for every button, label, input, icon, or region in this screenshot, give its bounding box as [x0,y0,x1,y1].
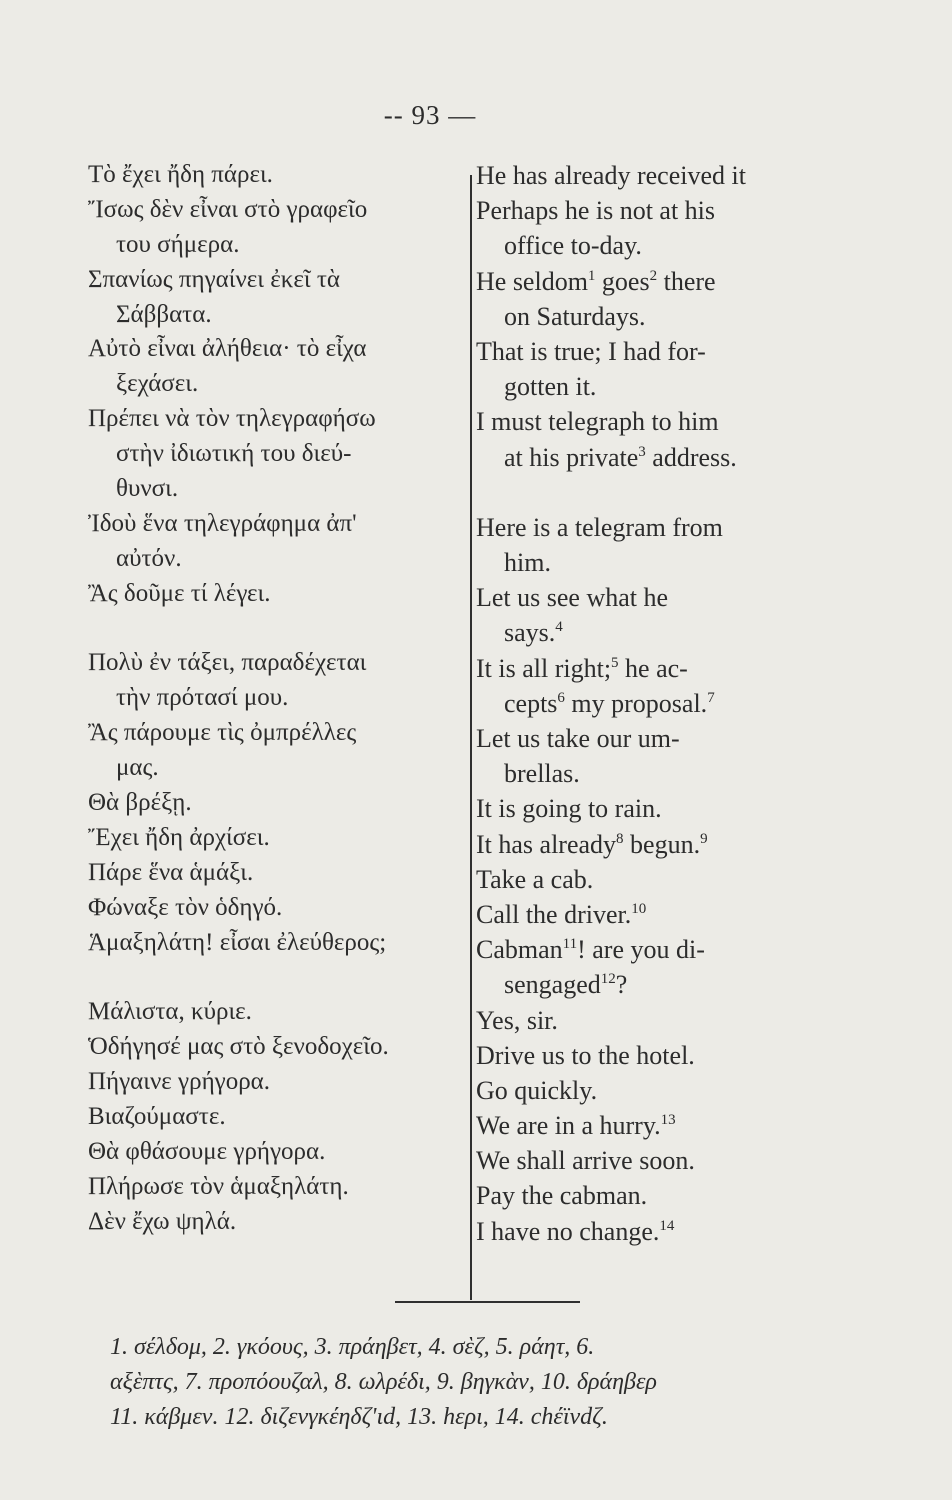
footnote-ref: 12 [600,971,616,988]
line-text: Ἰδοὺ ἕνα τηλεγράφημα ἀπ' [88,509,357,537]
line-text: Ὁδήγησέ μας στὸ ξενοδοχεῖο. [88,1033,389,1061]
footnote-rule [395,1301,580,1303]
line-text: We are in a hurry. [476,1111,661,1141]
greek-line [88,332,460,367]
greek-line [88,1205,460,1240]
line-text: στὴν ἰδιωτική του διεύ- [116,440,352,468]
line-text: It is all right; [476,653,612,683]
line-text: Θὰ φθάσουμε γρήγορα. [88,1137,326,1165]
greek-line [88,681,460,716]
english-line [476,651,806,686]
english-line [476,158,806,193]
english-line [476,1178,806,1213]
greek-line [88,1100,460,1135]
greek-line [88,577,460,612]
english-line [476,827,806,862]
english-line [476,299,806,334]
english-line [476,615,806,650]
english-line [476,721,806,756]
column-divider [470,175,472,1300]
line-text: That is true; I had for- [476,336,706,366]
footnote-ref: 2 [649,267,658,284]
english-line [476,545,806,580]
greek-line [88,891,460,926]
footnote-ref: 1 [587,267,596,284]
line-text: Ἔχει ἤδη ἀρχίσει. [88,823,270,851]
greek-line [88,437,460,472]
line-text: goes [595,266,650,296]
line-text: It has already [476,829,617,859]
greek-line [88,1135,460,1170]
footnote-ref: 9 [700,830,708,847]
footnote-ref: 3 [638,443,646,460]
english-line [476,967,806,1002]
line-text: Σάββατα. [116,300,212,328]
greek-line [88,612,460,647]
greek-line [88,960,460,995]
line-text: Perhaps he is not at his [476,196,716,226]
line-text: Ἴσως δὲν εἶναι στὸ γραφεῖο [88,195,368,223]
line-text: Βιαζούμαστε. [88,1103,226,1131]
line-text: ? [615,970,628,1000]
english-line [476,932,806,967]
line-text: Here is a telegram from [476,512,723,542]
english-line [476,897,806,932]
greek-line [88,367,460,402]
footnote-ref: 5 [611,654,619,671]
line-text: Θὰ βρέξῃ. [88,789,192,817]
greek-line [88,926,460,961]
line-text: Αὐτὸ εἶναι ἀλήθεια· τὸ εἶχα [88,335,367,363]
line-text: Ἂς δοῦμε τί λέγει. [88,579,271,607]
english-line [476,510,806,545]
line-text: τὴν πρότασί μου. [116,684,289,712]
line-text: He has already received it [476,161,746,190]
footnote-ref: 11 [562,936,578,953]
line-text: office to-day. [504,231,642,261]
footnote-ref: 13 [660,1112,676,1129]
greek-line [88,542,460,577]
greek-line [88,716,460,751]
greek-line [88,507,460,542]
line-text: του σήμερα. [116,230,240,258]
line-text: him. [504,548,551,578]
line-text: there [657,266,716,296]
english-line [476,264,806,299]
greek-line [88,298,460,333]
greek-line [88,1170,460,1205]
line-text: at his private [504,442,639,472]
line-text: Cabman [476,935,563,965]
line-text: Go quickly. [476,1075,598,1105]
english-line [476,369,806,404]
line-text: We shall arrive soon. [476,1146,695,1176]
footnotes [110,1330,830,1435]
line-text: sengaged [504,970,601,1000]
line-text: brellas. [504,759,580,789]
english-line [476,475,806,510]
greek-line [88,263,460,298]
line-text: I must telegraph to him [476,407,719,437]
english-column [476,158,806,1249]
line-text: Πολὺ ἐν τάξει, παραδέχεται [88,649,367,677]
line-text: μας. [116,754,159,782]
line-text: ! are you di- [577,935,705,965]
english-line [476,580,806,615]
line-text: address. [645,442,737,472]
english-line [476,1003,806,1038]
line-text: Ἂς πάρουμε τὶς ὀμπρέλλες [88,719,357,747]
greek-line [88,1065,460,1100]
greek-line [88,821,460,856]
line-text: ξεχάσει. [116,370,199,398]
greek-line [88,786,460,821]
english-line [476,1038,806,1073]
footnote-ref: 6 [557,689,565,706]
page-number: -- 93 — [383,100,477,130]
footnote-line: 1. σέλδομ, 2. γκόους, 3. πράηβετ, 4. σὲζ, 5. ράητ, 6. [110,1334,595,1360]
english-line [476,862,806,897]
english-line [476,334,806,369]
line-text: says. [504,618,556,648]
line-text: Take a cab. [476,864,594,894]
line-text: Δὲν ἔχω ψηλά. [88,1207,237,1235]
footnote-ref: 10 [631,900,647,917]
footnote-ref: 7 [707,689,715,706]
english-line [476,1073,806,1108]
english-line [476,686,806,721]
line-text: It is going to rain. [476,794,662,824]
line-text: gotten it. [504,372,597,402]
footnote-ref: 8 [616,830,624,847]
greek-line [88,228,460,263]
line-text: He seldom [476,266,588,296]
line-text: cepts [504,688,558,718]
line-text: on Saturdays. [504,301,646,331]
line-text: Ἁμαξηλάτη! εἶσαι ἐλεύθερος; [88,928,387,956]
line-text: αὐτόν. [116,544,182,572]
line-text: Πάρε ἕνα ἁμάξι. [88,858,254,886]
line-text: Σπανίως πηγαίνει ἐκεῖ τὰ [88,265,340,293]
line-text: my proposal. [564,688,708,718]
line-text: Pay the cabman. [476,1181,648,1211]
greek-line [88,646,460,681]
footnote-line: 11. κάβμεν. 12. διζενγκέηδζ'ιd, 13. hερι, 14. chέϊνdζ. [110,1404,608,1430]
english-line [476,756,806,791]
line-text: Πλήρωσε τὸν ἁμαξηλάτη. [88,1172,349,1200]
greek-line [88,995,460,1030]
english-line [476,1143,806,1178]
line-text: I have no change. [476,1216,660,1246]
line-text: Μάλιστα, κύριε. [88,998,252,1026]
line-text: θυνσι. [116,475,179,503]
line-text: Call the driver. [476,899,632,929]
footnote-ref: 14 [659,1217,675,1234]
english-line [476,440,806,475]
english-line [476,228,806,263]
greek-line [88,193,460,228]
line-text: Yes, sir. [476,1005,558,1035]
greek-column [88,158,460,1240]
line-text: he ac- [618,653,688,683]
line-text: Πρέπει νὰ τὸν τηλεγραφήσω [88,405,376,433]
greek-line [88,751,460,786]
line-text: Drive us to the hotel. [476,1040,695,1070]
line-text: begun. [623,829,701,859]
english-line [476,1214,806,1249]
line-text: Πήγαινε γρήγορα. [88,1068,271,1096]
greek-line [88,856,460,891]
greek-line [88,158,460,193]
footnote-ref: 4 [555,619,563,636]
line-text: Φώναξε τὸν ὁδηγό. [88,893,283,921]
footnote-line: αξὲπτς, 7. προπόουζαλ, 8. ωλρέδι, 9. βηγκὰν, 10. δράηβερ [110,1369,657,1395]
line-text: Τὸ ἔχει ἤδη πάρει. [88,161,273,188]
english-line [476,1108,806,1143]
greek-line [88,1030,460,1065]
greek-line [88,472,460,507]
english-line [476,193,806,228]
greek-line [88,402,460,437]
line-text: Let us take our um- [476,724,680,753]
english-line [476,404,806,439]
english-line [476,791,806,826]
line-text: Let us see what he [476,583,669,613]
